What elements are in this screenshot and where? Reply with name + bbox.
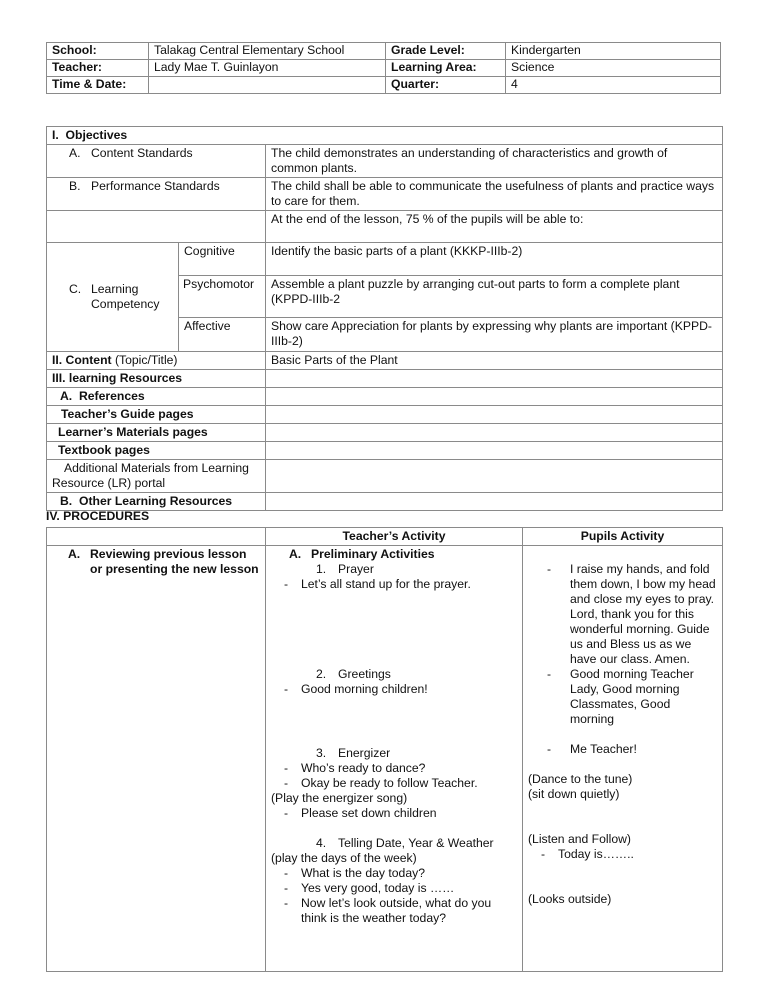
bullet-dash: - <box>546 667 552 681</box>
textbook-row <box>47 442 723 460</box>
time-date-label: Time & Date: <box>47 77 149 94</box>
spacer <box>528 802 717 817</box>
header-row-school <box>47 43 721 60</box>
resources-title-row <box>47 370 723 388</box>
teacher-activity-header: Teacher’s Activity <box>266 528 523 546</box>
content-label-rest: (Topic/Title) <box>111 353 178 367</box>
bullet-dash: - <box>283 761 289 775</box>
additional-materials-line1: Additional Materials from Learning <box>64 461 249 475</box>
learning-area-label: Learning Area: <box>386 60 506 77</box>
procedures-table <box>46 527 723 972</box>
energizer-note: (Play the energizer song) <box>271 791 408 805</box>
energizer-line1 <box>271 761 517 776</box>
teacher-value: Lady Mae T. Guinlayon <box>149 60 386 77</box>
date-num: 4. <box>316 836 327 850</box>
prayer-label: Prayer <box>338 562 374 576</box>
performance-standards-value: The child shall be able to communicate the usefulness of plants and practice ways to care for them. <box>266 178 723 211</box>
energizer-response-text: Me Teacher! <box>570 742 637 756</box>
content-standards-row <box>47 145 723 178</box>
energizer-line3 <box>271 806 517 821</box>
cognitive-label: Cognitive <box>179 243 266 276</box>
sit-note: (sit down quietly) <box>528 787 620 801</box>
greetings-item <box>271 667 517 682</box>
quarter-label: Quarter: <box>386 77 506 94</box>
references-label: A. References <box>47 388 266 406</box>
bullet-dash: - <box>283 896 289 910</box>
resources-title: III. learning Resources <box>47 370 266 388</box>
cognitive-value: Identify the basic parts of a plant (KKKP-IIIb-2) <box>266 243 723 276</box>
day-response <box>528 847 717 862</box>
lesson-header-table <box>46 42 721 94</box>
references-value <box>266 388 723 406</box>
date-line1-text: What is the day today? <box>301 866 425 880</box>
energizer-num: 3. <box>316 746 327 760</box>
prayer-item <box>271 562 517 577</box>
energizer-line2 <box>271 776 517 791</box>
grade-level-value: Kindergarten <box>506 43 721 60</box>
greetings-response <box>528 667 717 727</box>
additional-materials-line2: Resource (LR) portal <box>52 476 166 490</box>
spacer <box>528 757 717 772</box>
other-resources-label: B. Other Learning Resources <box>47 493 266 511</box>
greetings-line-text: Good morning children! <box>301 682 428 696</box>
preliminary-heading <box>271 547 517 562</box>
bullet-dash: - <box>283 806 289 820</box>
date-line3 <box>271 896 517 926</box>
day-response-text: Today is…….. <box>558 847 634 861</box>
objectives-intro-empty <box>47 211 266 243</box>
learners-materials-value <box>266 424 723 442</box>
bullet-dash: - <box>283 881 289 895</box>
pupils-activity-cell <box>523 546 723 972</box>
affective-label: Affective <box>179 318 266 352</box>
affective-value: Show care Appreciation for plants by expressing why plants are important (KPPD-IIIb-2) <box>266 318 723 352</box>
step-a-letter: A. <box>68 547 81 561</box>
objectives-title-row <box>47 127 723 145</box>
learning-competency-line2: Competency <box>91 297 160 311</box>
spacer <box>528 877 717 892</box>
textbook-label: Textbook pages <box>47 442 266 460</box>
spacer <box>528 817 717 832</box>
time-date-value <box>149 77 386 94</box>
additional-materials-row <box>47 460 723 493</box>
objectives-title: I. Objectives <box>47 127 723 145</box>
energizer-line1-text: Who’s ready to dance? <box>301 761 426 775</box>
grade-level-label: Grade Level: <box>386 43 506 60</box>
learning-competency-letter: C. <box>69 282 82 296</box>
procedures-title: IV. PROCEDURES <box>46 509 150 523</box>
energizer-item <box>271 746 517 761</box>
greetings-line <box>271 682 517 697</box>
bullet-dash: - <box>283 866 289 880</box>
prayer-num: 1. <box>316 562 327 576</box>
performance-standards-letter: B. <box>69 179 81 193</box>
content-label <box>47 352 266 370</box>
header-row-teacher <box>47 60 721 77</box>
date-line1 <box>271 866 517 881</box>
procedures-header-empty <box>47 528 266 546</box>
energizer-response <box>528 742 717 757</box>
performance-standards-text: Performance Standards <box>91 179 220 193</box>
teachers-guide-row <box>47 406 723 424</box>
textbook-value <box>266 442 723 460</box>
content-standards-value: The child demonstrates an understanding of characteristics and growth of common plants. <box>266 145 723 178</box>
learners-materials-label: Learner’s Materials pages <box>47 424 266 442</box>
procedure-step-a-row <box>47 546 723 972</box>
prayer-line-text: Let’s all stand up for the prayer. <box>301 577 471 591</box>
bullet-dash: - <box>540 847 546 861</box>
resources-title-value <box>266 370 723 388</box>
prayer-response <box>528 562 717 667</box>
date-line2 <box>271 881 517 896</box>
bullet-dash: - <box>546 562 552 576</box>
bullet-dash: - <box>283 682 289 696</box>
objectives-intro-row <box>47 211 723 243</box>
energizer-label: Energizer <box>338 746 391 760</box>
energizer-line2-text: Okay be ready to follow Teacher. <box>301 776 478 790</box>
teacher-label: Teacher: <box>47 60 149 77</box>
additional-materials-label <box>47 460 266 493</box>
prayer-response-text: I raise my hands, and fold them down, I bow my head and close my eyes to pray. Lord, thank you for this wonderful morning. Guide us and Bless us as we have our class. Amen. <box>570 562 716 666</box>
date-line3-text: Now let’s look outside, what do you think is the weather today? <box>301 896 492 925</box>
energizer-line3-text: Please set down children <box>301 806 437 820</box>
listen-note: (Listen and Follow) <box>528 832 631 846</box>
greetings-response-text: Good morning Teacher Lady, Good morning Classmates, Good morning <box>570 667 694 726</box>
preliminary-letter: A. <box>289 547 302 561</box>
date-label: Telling Date, Year & Weather <box>338 836 494 850</box>
learning-competency-line1: Learning <box>91 282 139 296</box>
preliminary-text: Preliminary Activities <box>311 547 435 561</box>
spacer <box>271 697 517 746</box>
bullet-dash: - <box>546 742 552 756</box>
learning-competency-label <box>47 243 179 352</box>
spacer <box>528 862 717 877</box>
header-row-time <box>47 77 721 94</box>
objectives-table <box>46 126 723 511</box>
step-a-label <box>47 546 266 972</box>
learning-area-value: Science <box>506 60 721 77</box>
other-resources-value <box>266 493 723 511</box>
school-label: School: <box>47 43 149 60</box>
school-value: Talakag Central Elementary School <box>149 43 386 60</box>
content-standards-text: Content Standards <box>91 146 193 160</box>
psychomotor-value: Assemble a plant puzzle by arranging cut-out parts to form a complete plant (KPPD-IIIb-2 <box>266 276 723 318</box>
additional-materials-value <box>266 460 723 493</box>
looks-note: (Looks outside) <box>528 892 612 906</box>
date-line2-text: Yes very good, today is …… <box>301 881 455 895</box>
content-standards-label <box>47 145 266 178</box>
other-resources-row <box>47 493 723 511</box>
performance-standards-label <box>47 178 266 211</box>
teachers-guide-label: Teacher’s Guide pages <box>47 406 266 424</box>
content-standards-letter: A. <box>69 146 81 160</box>
teacher-activity-cell <box>266 546 523 972</box>
content-label-bold: II. Content <box>52 353 112 367</box>
step-a-text: Reviewing previous lesson or presenting the new lesson <box>90 547 259 576</box>
content-row <box>47 352 723 370</box>
greetings-num: 2. <box>316 667 327 681</box>
psychomotor-label: Psychomotor <box>179 276 266 318</box>
objectives-intro: At the end of the lesson, 75 % of the pupils will be able to: <box>266 211 723 243</box>
procedures-header-row <box>47 528 723 546</box>
dance-note: (Dance to the tune) <box>528 772 633 786</box>
spacer <box>528 547 717 562</box>
prayer-line <box>271 577 517 592</box>
teachers-guide-value <box>266 406 723 424</box>
pupils-activity-header: Pupils Activity <box>523 528 723 546</box>
date-note: (play the days of the week) <box>271 851 417 865</box>
references-row <box>47 388 723 406</box>
content-value: Basic Parts of the Plant <box>266 352 723 370</box>
spacer <box>271 592 517 667</box>
quarter-value: 4 <box>506 77 721 94</box>
spacer <box>528 727 717 742</box>
bullet-dash: - <box>283 577 289 591</box>
bullet-dash: - <box>283 776 289 790</box>
spacer <box>271 821 517 836</box>
greetings-label: Greetings <box>338 667 391 681</box>
date-item <box>271 836 517 851</box>
competency-cognitive-row <box>47 243 723 276</box>
performance-standards-row <box>47 178 723 211</box>
learners-materials-row <box>47 424 723 442</box>
